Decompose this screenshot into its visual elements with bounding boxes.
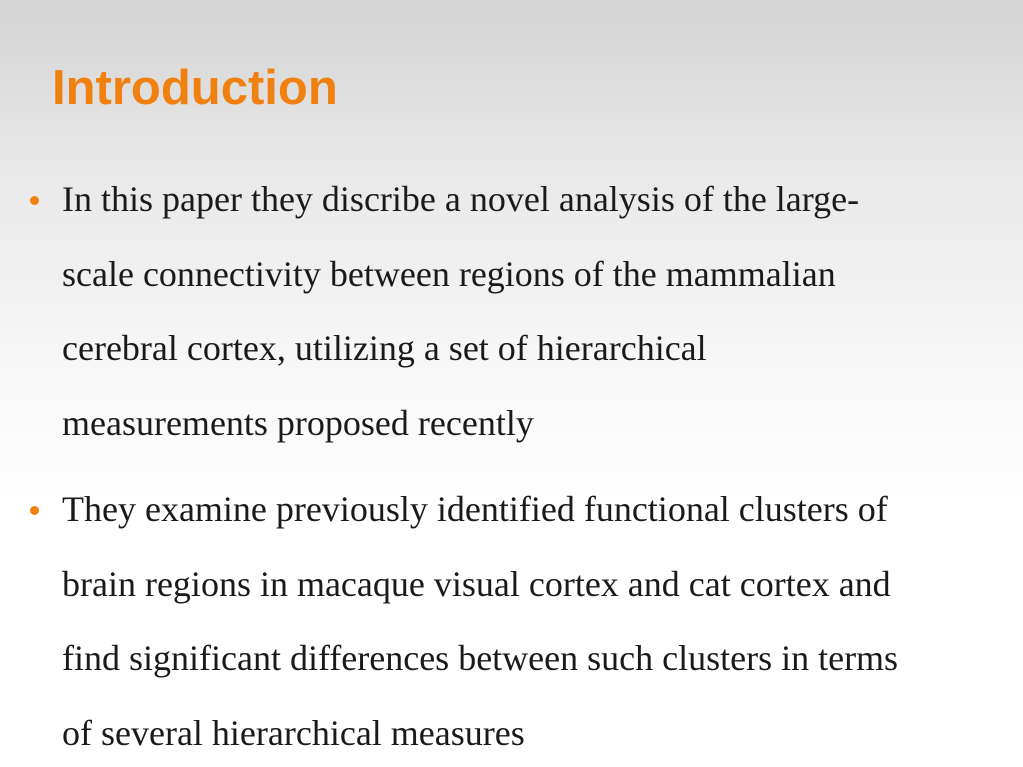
bullet-item bbox=[26, 472, 1023, 767]
bullet-line: cerebral cortex, utilizing a set of hierarchical bbox=[62, 328, 707, 368]
bullet-line: In this paper they discribe a novel analysis of the large- bbox=[62, 179, 860, 219]
bullet-list bbox=[26, 162, 1023, 767]
bullet-dot-icon bbox=[30, 506, 39, 515]
bullet-text bbox=[62, 472, 1022, 767]
bullet-dot-icon bbox=[30, 196, 39, 205]
bullet-line: scale connectivity between regions of the mammalian bbox=[62, 253, 836, 294]
bullet-line: measurements proposed recently bbox=[62, 402, 534, 443]
bullet-line: brain regions in macaque visual cortex and cat cortex and bbox=[62, 563, 891, 604]
bullet-line: of several hierarchical measures bbox=[62, 712, 525, 753]
bullet-line: They examine previously identified functional clusters of bbox=[62, 489, 888, 529]
bullet-line: find significant differences between such clusters in terms bbox=[62, 638, 899, 678]
slide-title: Introduction bbox=[52, 61, 338, 115]
bullet-item bbox=[26, 162, 1023, 460]
bullet-text bbox=[62, 162, 1022, 460]
